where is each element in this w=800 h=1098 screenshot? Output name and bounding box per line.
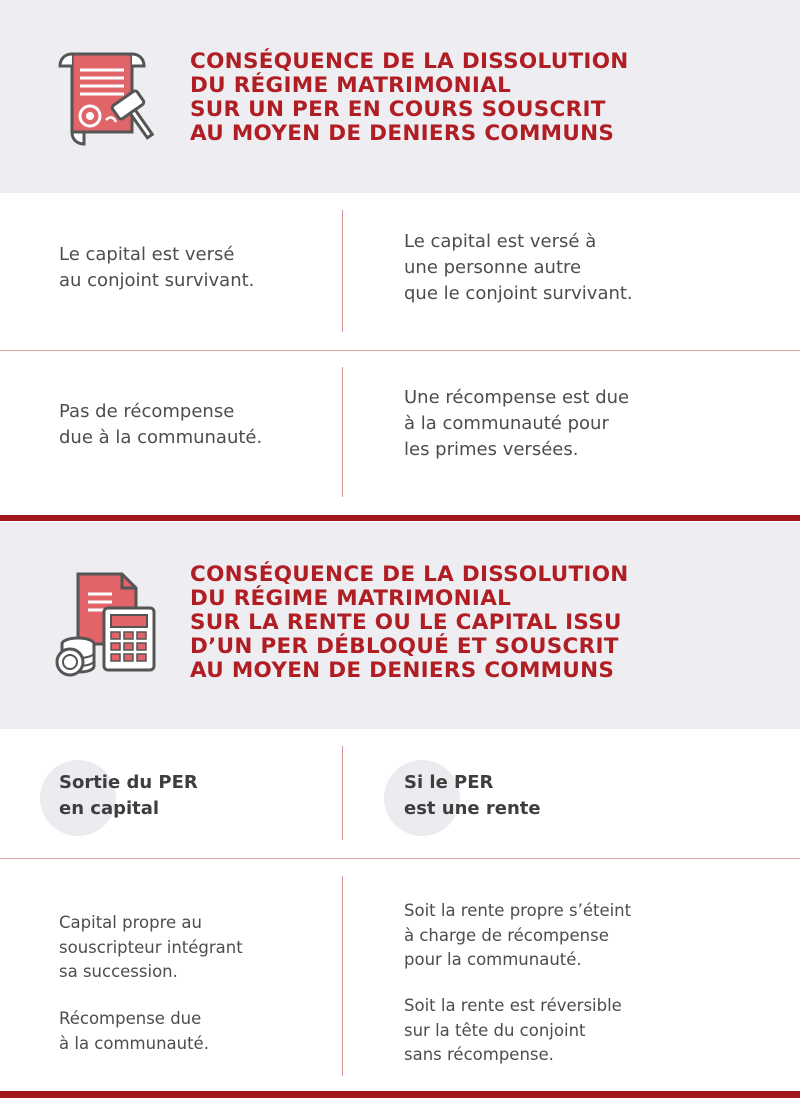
row1-right-text: Le capital est versé à une personne autre que le conjoint survivant. [404, 231, 633, 304]
legal-document-gavel-icon [50, 44, 166, 164]
row-divider [0, 350, 800, 351]
capital-exit-text-2: Récompense due à la communauté. [59, 1009, 209, 1053]
row1-left-text: Le capital est versé au conjoint survivant. [59, 244, 255, 291]
capital-exit-header: Sortie du PER en capital [59, 772, 198, 819]
annuity-text-1: Soit la rente propre s’éteint à charge de récompense pour la communauté. [404, 901, 632, 969]
row2-left-text: Pas de récompense due à la communauté. [59, 401, 263, 448]
bottom-separator [0, 1091, 800, 1098]
annuity-text-2: Soit la rente est réversible sur la tête du conjoint sans récompense. [404, 996, 622, 1064]
column-divider [342, 210, 343, 332]
capital-exit-text-1: Capital propre au souscripteur intégrant sa succession. [59, 913, 243, 981]
section2-title: CONSÉQUENCE DE LA DISSOLUTION DU RÉGIME MATRIMONIAL SUR LA RENTE OU LE CAPITAL ISSU D’UN PER DÉBLOQUÉ ET SOUSCRIT AU MOYEN DE DENIERS COMMUNS [190, 562, 629, 683]
row2-right-text: Une récompense est due à la communauté pour les primes versées. [404, 387, 630, 460]
section-separator [0, 515, 800, 521]
section1-title: CONSÉQUENCE DE LA DISSOLUTION DU RÉGIME MATRIMONIAL SUR UN PER EN COURS SOUSCRIT AU MOYEN DE DENIERS COMMUNS [190, 49, 629, 146]
column-divider [342, 746, 343, 840]
annuity-header: Si le PER est une rente [404, 772, 541, 819]
calculator-coins-document-icon [52, 568, 162, 680]
column-divider [342, 876, 343, 1076]
column-divider [342, 367, 343, 497]
row-divider [0, 858, 800, 859]
